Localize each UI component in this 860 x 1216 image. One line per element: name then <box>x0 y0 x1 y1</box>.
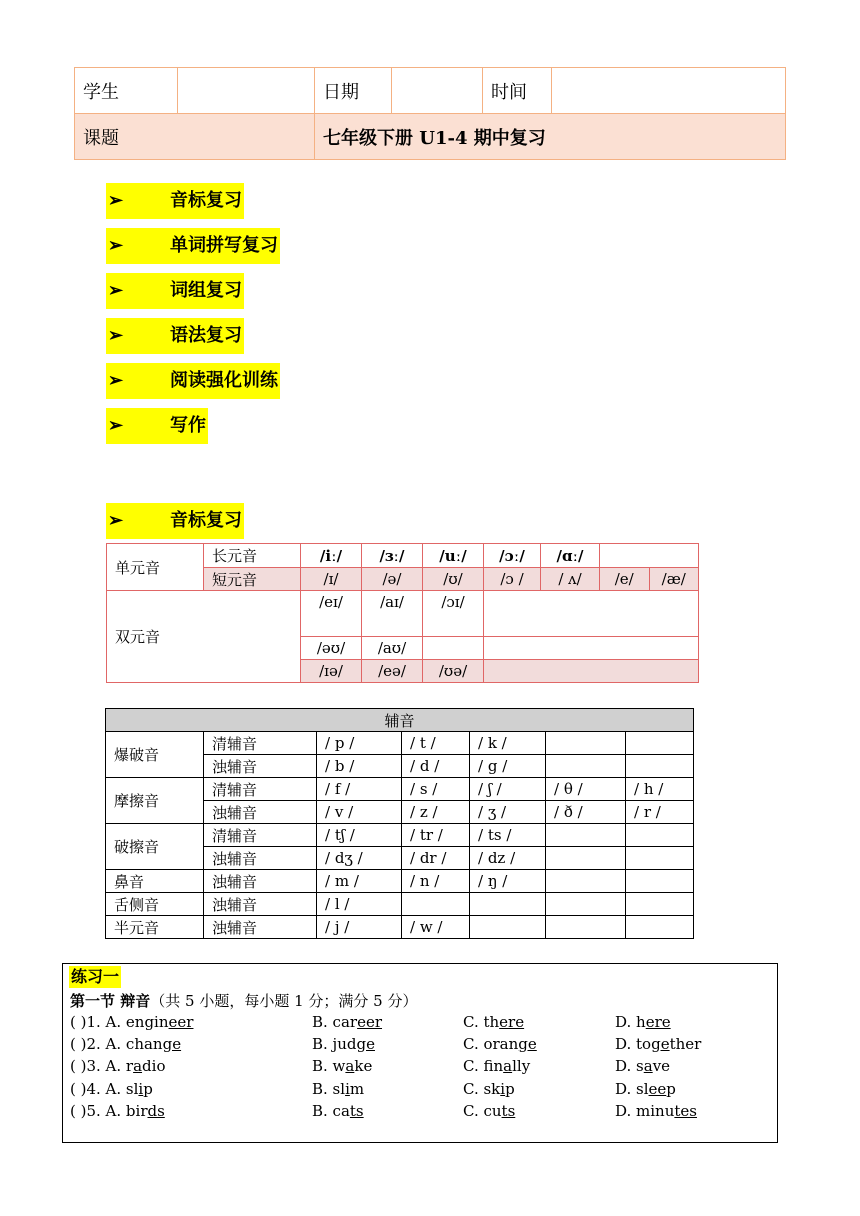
topic-label: 课题 <box>75 114 315 160</box>
consonant-cell: / tʃ / <box>317 824 402 847</box>
short-vowel: /ɔ / <box>484 568 541 591</box>
consonant-cell: / w / <box>402 916 470 939</box>
consonant-cell: / s / <box>402 778 470 801</box>
empty-cell <box>484 660 699 683</box>
diphthong-label: 双元音 <box>107 591 301 683</box>
long-vowel: /ɑː/ <box>541 544 600 568</box>
consonant-cell <box>626 755 694 778</box>
diphthong: /ɪə/ <box>301 660 362 683</box>
short-vowel: /ɪ/ <box>301 568 362 591</box>
consonant-group: 爆破音 <box>106 732 204 778</box>
short-vowel: / ʌ/ <box>541 568 600 591</box>
arrow-icon: ➢ <box>108 415 124 436</box>
short-vowel: /ə/ <box>362 568 423 591</box>
choice: ( )1. A. engineer <box>70 1013 194 1031</box>
choice: B. cats <box>312 1102 364 1120</box>
consonant-cell <box>546 893 626 916</box>
consonant-cell: / k / <box>470 732 546 755</box>
consonant-group: 破擦音 <box>106 824 204 870</box>
time-label: 时间 <box>483 68 552 114</box>
consonant-type: 浊辅音 <box>204 801 317 824</box>
consonant-cell <box>546 824 626 847</box>
consonant-cell: / r / <box>626 801 694 824</box>
consonant-cell <box>402 893 470 916</box>
short-vowel-label: 短元音 <box>204 568 301 591</box>
consonant-type: 浊辅音 <box>204 893 317 916</box>
consonant-cell: / dr / <box>402 847 470 870</box>
consonant-cell: / t / <box>402 732 470 755</box>
choice: C. skip <box>463 1080 515 1098</box>
consonant-cell: / ð / <box>546 801 626 824</box>
outline-item: ➢ 音标复习 <box>106 183 244 219</box>
topic-value: 七年级下册 U1-4 期中复习 <box>315 114 786 160</box>
choice: ( )2. A. change <box>70 1035 182 1053</box>
header-table <box>74 67 786 160</box>
consonant-cell <box>626 732 694 755</box>
outline-item: ➢ 阅读强化训练 <box>106 363 280 399</box>
consonant-type: 浊辅音 <box>204 870 317 893</box>
student-value[interactable] <box>178 68 315 114</box>
consonant-type: 浊辅音 <box>204 916 317 939</box>
choice: B. judge <box>312 1035 375 1053</box>
consonant-title: 辅音 <box>106 709 694 732</box>
consonant-cell: / l / <box>317 893 402 916</box>
choice: C. cuts <box>463 1102 516 1120</box>
consonant-type: 清辅音 <box>204 778 317 801</box>
consonant-cell: / g / <box>470 755 546 778</box>
choice: ( )4. A. slip <box>70 1080 153 1098</box>
consonant-cell: / ʃ / <box>470 778 546 801</box>
consonant-cell: / p / <box>317 732 402 755</box>
choice: ( )5. A. birds <box>70 1102 165 1120</box>
consonant-group: 鼻音 <box>106 870 204 893</box>
short-vowel: /e/ <box>600 568 650 591</box>
consonant-cell <box>546 916 626 939</box>
consonant-cell: / ŋ / <box>470 870 546 893</box>
consonant-cell: / tr / <box>402 824 470 847</box>
time-value[interactable] <box>552 68 786 114</box>
consonant-type: 浊辅音 <box>204 755 317 778</box>
empty-cell <box>423 637 484 660</box>
diphthong: /ʊə/ <box>423 660 484 683</box>
consonant-type: 浊辅音 <box>204 847 317 870</box>
arrow-icon: ➢ <box>108 370 124 391</box>
consonant-cell <box>546 847 626 870</box>
consonant-cell: / f / <box>317 778 402 801</box>
consonant-cell: / d / <box>402 755 470 778</box>
consonant-cell: / v / <box>317 801 402 824</box>
arrow-icon: ➢ <box>108 510 124 531</box>
consonant-cell: / dʒ / <box>317 847 402 870</box>
consonant-group: 舌侧音 <box>106 893 204 916</box>
diphthong: /ɔɪ/ <box>423 591 484 637</box>
arrow-icon: ➢ <box>108 190 124 211</box>
outline-item: ➢ 语法复习 <box>106 318 244 354</box>
consonant-group: 摩擦音 <box>106 778 204 824</box>
consonant-cell: / ts / <box>470 824 546 847</box>
consonant-table <box>105 708 694 939</box>
consonant-cell <box>546 870 626 893</box>
diphthong: /eə/ <box>362 660 423 683</box>
consonant-cell <box>626 893 694 916</box>
consonant-cell <box>626 870 694 893</box>
diphthong: /aɪ/ <box>362 591 423 637</box>
choice: D. save <box>615 1057 671 1075</box>
date-value[interactable] <box>392 68 483 114</box>
choice: ( )3. A. radio <box>70 1057 166 1075</box>
empty-cell <box>600 544 699 568</box>
vowel-table <box>106 543 699 683</box>
arrow-icon: ➢ <box>108 325 124 346</box>
choice: B. slim <box>312 1080 365 1098</box>
consonant-cell: / j / <box>317 916 402 939</box>
consonant-cell: / n / <box>402 870 470 893</box>
consonant-type: 清辅音 <box>204 824 317 847</box>
consonant-cell: / z / <box>402 801 470 824</box>
single-vowel-label: 单元音 <box>107 544 204 591</box>
choice: D. sleep <box>615 1080 676 1098</box>
long-vowel: /uː/ <box>423 544 484 568</box>
arrow-icon: ➢ <box>108 280 124 301</box>
choice: B. career <box>312 1013 383 1031</box>
long-vowel: /iː/ <box>301 544 362 568</box>
consonant-cell <box>546 755 626 778</box>
outline-item: ➢ 写作 <box>106 408 208 444</box>
choice: B. wake <box>312 1057 373 1075</box>
date-label: 日期 <box>315 68 392 114</box>
consonant-cell: / b / <box>317 755 402 778</box>
exercise-section: 第一节 辩音（共 5 小题，每小题 1 分；满分 5 分） <box>70 992 418 1010</box>
exercise-title: 练习一 <box>71 967 120 986</box>
consonant-cell: / m / <box>317 870 402 893</box>
consonant-cell: / h / <box>626 778 694 801</box>
consonant-cell: / θ / <box>546 778 626 801</box>
consonant-cell: / dz / <box>470 847 546 870</box>
consonant-cell <box>470 916 546 939</box>
consonant-group: 半元音 <box>106 916 204 939</box>
exercise-box <box>62 963 778 1143</box>
choice: C. orange <box>463 1035 537 1053</box>
consonant-cell <box>546 732 626 755</box>
student-label: 学生 <box>75 68 178 114</box>
diphthong: /eɪ/ <box>301 591 362 637</box>
empty-cell <box>484 637 699 660</box>
consonant-cell <box>626 916 694 939</box>
choice: D. together <box>615 1035 702 1053</box>
choice: C. there <box>463 1013 525 1031</box>
outline-item: ➢ 单词拼写复习 <box>106 228 280 264</box>
long-vowel-label: 长元音 <box>204 544 301 568</box>
diphthong: /aʊ/ <box>362 637 423 660</box>
consonant-cell <box>626 847 694 870</box>
diphthong: /əʊ/ <box>301 637 362 660</box>
choice: C. finally <box>463 1057 531 1075</box>
empty-cell <box>484 591 699 637</box>
consonant-type: 清辅音 <box>204 732 317 755</box>
consonant-cell <box>626 824 694 847</box>
long-vowel: /ɔː/ <box>484 544 541 568</box>
consonant-cell: / ʒ / <box>470 801 546 824</box>
consonant-cell <box>470 893 546 916</box>
short-vowel: /ʊ/ <box>423 568 484 591</box>
short-vowel: /æ/ <box>649 568 699 591</box>
choice: D. here <box>615 1013 671 1031</box>
outline-item: ➢ 词组复习 <box>106 273 244 309</box>
arrow-icon: ➢ <box>108 235 124 256</box>
long-vowel: /ɜː/ <box>362 544 423 568</box>
choice: D. minutes <box>615 1102 697 1120</box>
